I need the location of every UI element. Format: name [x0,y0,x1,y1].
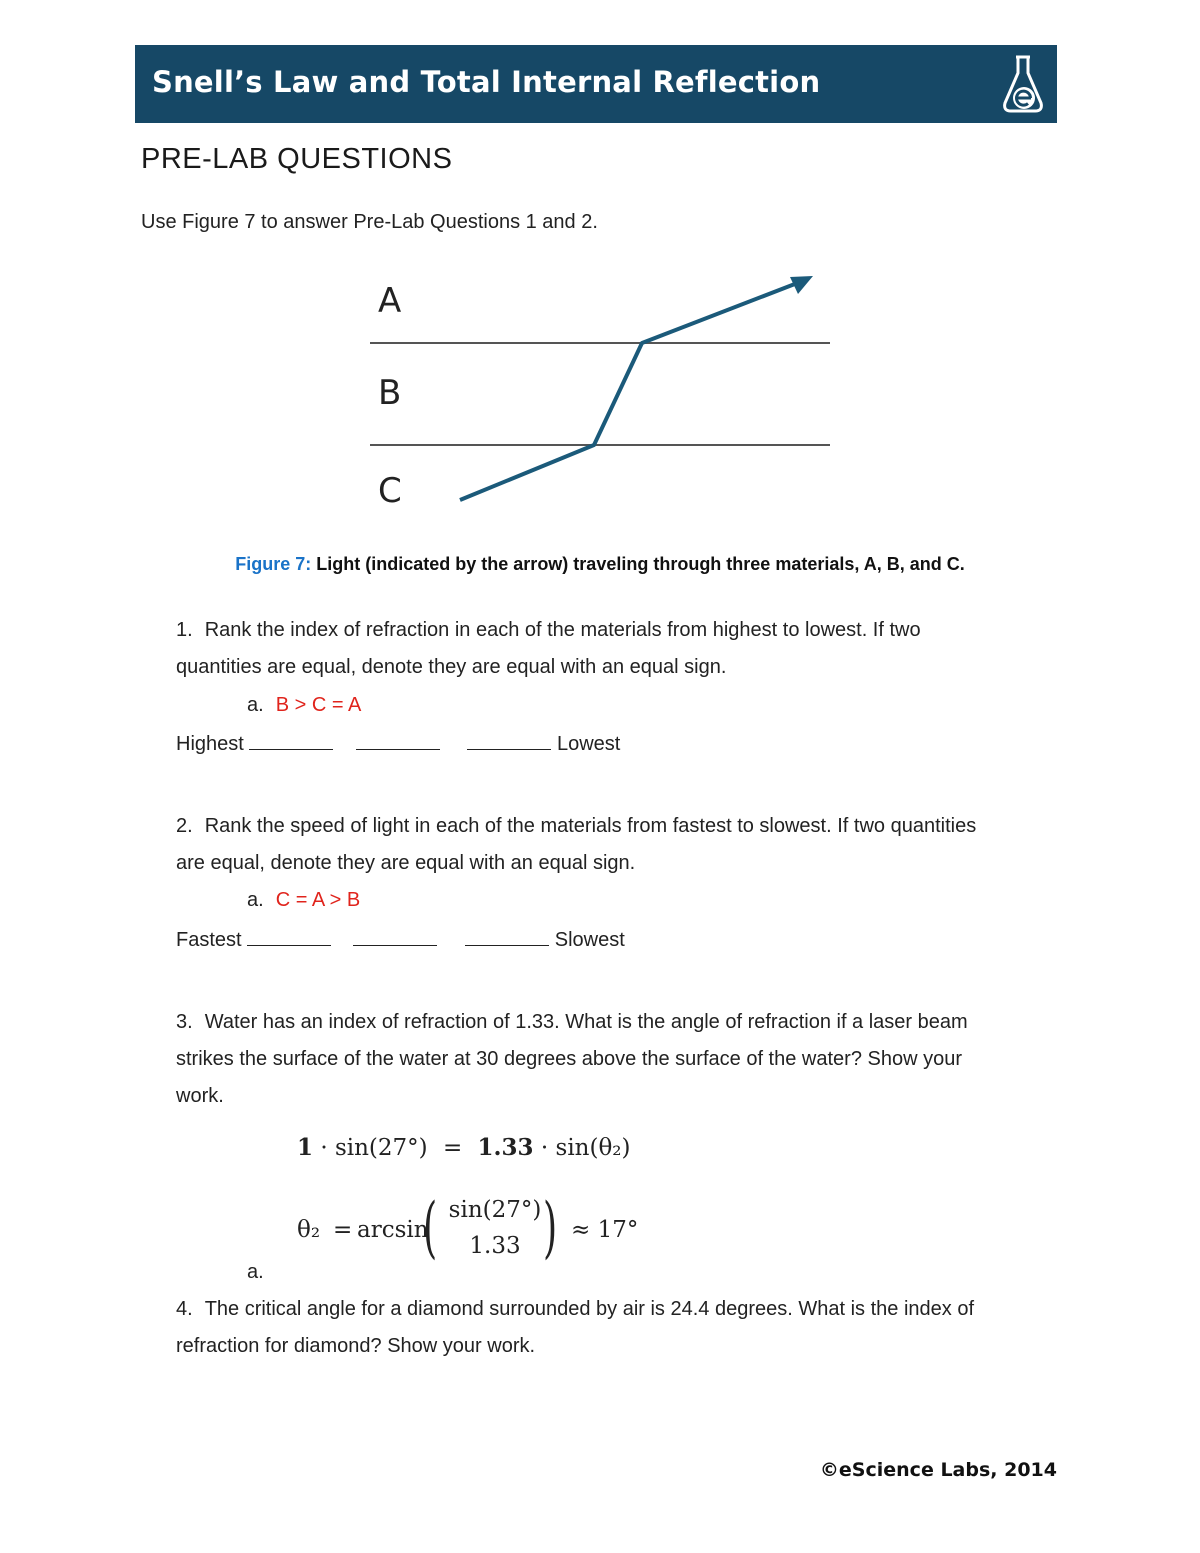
copyright-footer: ©eScience Labs, 2014 [819,1459,1057,1481]
paren-right: ) [543,1189,558,1266]
ranking-blank[interactable] [465,927,549,946]
answer-value: B > C = A [275,694,362,716]
question-2 [176,808,1056,882]
light-ray-path [460,282,800,500]
ranking-blank[interactable] [356,731,440,750]
answer-value: C = A > B [275,889,361,911]
ranking-blank[interactable] [353,927,437,946]
equation-snell: 1 · sin(27°) = 1.33 · sin(θ₂) [297,1134,631,1161]
ranking-start-label: Fastest [176,929,242,951]
question-number: 3. [176,1011,193,1033]
question-text: strikes the surface of the water at 30 degrees above the surface of the water? Show your [176,1048,962,1070]
figure-caption [0,554,1200,575]
ranking-line-1 [176,731,620,756]
escience-flask-logo-icon [997,53,1049,115]
answer-3 [247,1261,264,1284]
label-material-b: B [378,373,402,413]
figure-caption-text: Light (indicated by the arrow) traveling through three materials, A, B, and C. [316,554,965,574]
question-text: refraction for diamond? Show your work. [176,1335,536,1357]
ranking-line-2 [176,927,625,952]
label-material-c: C [378,471,402,511]
question-text: Water has an index of refraction of 1.33. What is the angle of refraction if a laser beam [204,1011,968,1033]
question-number: 2. [176,815,193,837]
paren-left: ( [423,1189,438,1266]
page-title: Snell’s Law and Total Internal Reflection [152,65,821,99]
ranking-blank[interactable] [467,731,551,750]
answer-1 [247,694,361,717]
section-title: PRE-LAB QUESTIONS [141,143,453,175]
question-text: are equal, denote they are equal with an equal sign. [176,852,636,874]
ranking-end-label: Slowest [554,929,625,951]
question-text: quantities are equal, denote they are equal with an equal sign. [176,656,727,678]
figure-7-refraction-diagram [360,262,840,512]
question-3 [176,1004,1056,1115]
figure-caption-label: Figure 7: [235,554,312,574]
ranking-start-label: Highest [176,733,244,755]
answer-label: a. [247,889,264,911]
label-material-a: A [378,281,402,321]
ranking-blank[interactable] [249,731,333,750]
ranking-blank[interactable] [247,927,331,946]
intro-text: Use Figure 7 to answer Pre-Lab Questions 1 and 2. [141,211,598,233]
question-1 [176,612,1056,686]
answer-2 [247,889,360,912]
question-text: work. [176,1085,224,1107]
question-4 [176,1291,1056,1365]
question-text: Rank the speed of light in each of the materials from fastest to slowest. If two quantities [204,815,977,837]
header-banner [135,45,1057,123]
question-text: The critical angle for a diamond surrounded by air is 24.4 degrees. What is the index of [204,1298,974,1320]
question-number: 1. [176,619,193,641]
answer-label: a. [247,1261,264,1283]
answer-label: a. [247,694,264,716]
question-number: 4. [176,1298,193,1320]
question-text: Rank the index of refraction in each of the materials from highest to lowest. If two [204,619,921,641]
ranking-end-label: Lowest [556,733,621,755]
